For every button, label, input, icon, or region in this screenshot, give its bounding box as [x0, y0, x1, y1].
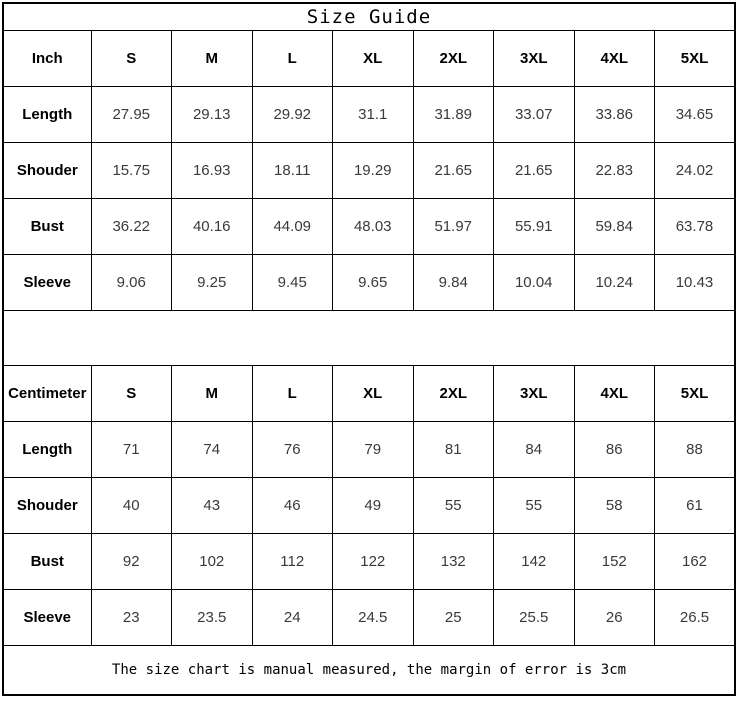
value-cell: 84	[494, 421, 575, 477]
value-cell: 19.29	[333, 142, 414, 198]
value-cell: 27.95	[91, 86, 172, 142]
spacer-cell	[3, 310, 735, 365]
inch-sleeve-row	[3, 254, 735, 310]
value-cell: 18.11	[252, 142, 333, 198]
value-cell: 61	[655, 477, 736, 533]
size-header-3xl: 3XL	[494, 30, 575, 86]
value-cell: 9.84	[413, 254, 494, 310]
page-title: Size Guide	[3, 3, 735, 30]
value-cell: 92	[91, 533, 172, 589]
cm-bust-row	[3, 533, 735, 589]
value-cell: 22.83	[574, 142, 655, 198]
value-cell: 142	[494, 533, 575, 589]
size-header-s: S	[91, 30, 172, 86]
value-cell: 9.45	[252, 254, 333, 310]
value-cell: 25.5	[494, 589, 575, 645]
row-label: Sleeve	[3, 589, 91, 645]
value-cell: 86	[574, 421, 655, 477]
size-header-2xl: 2XL	[413, 30, 494, 86]
value-cell: 49	[333, 477, 414, 533]
row-label: Shouder	[3, 142, 91, 198]
cm-header-row	[3, 365, 735, 421]
value-cell: 21.65	[494, 142, 575, 198]
value-cell: 23.5	[172, 589, 253, 645]
row-label: Shouder	[3, 477, 91, 533]
value-cell: 26.5	[655, 589, 736, 645]
size-header-m: M	[172, 365, 253, 421]
size-header-l: L	[252, 365, 333, 421]
size-header-l: L	[252, 30, 333, 86]
size-header-xl: XL	[333, 30, 414, 86]
value-cell: 132	[413, 533, 494, 589]
value-cell: 81	[413, 421, 494, 477]
value-cell: 55.91	[494, 198, 575, 254]
row-label: Length	[3, 421, 91, 477]
value-cell: 10.43	[655, 254, 736, 310]
value-cell: 29.92	[252, 86, 333, 142]
title-row	[3, 3, 735, 30]
value-cell: 16.93	[172, 142, 253, 198]
cm-sleeve-row	[3, 589, 735, 645]
value-cell: 15.75	[91, 142, 172, 198]
value-cell: 55	[413, 477, 494, 533]
size-header-2xl: 2XL	[413, 365, 494, 421]
value-cell: 46	[252, 477, 333, 533]
value-cell: 23	[91, 589, 172, 645]
value-cell: 21.65	[413, 142, 494, 198]
footer-row	[3, 645, 735, 695]
cm-unit-header: Centimeter	[3, 365, 91, 421]
size-header-4xl: 4XL	[574, 30, 655, 86]
value-cell: 24	[252, 589, 333, 645]
value-cell: 71	[91, 421, 172, 477]
value-cell: 34.65	[655, 86, 736, 142]
spacer-row	[3, 310, 735, 365]
row-label: Bust	[3, 533, 91, 589]
value-cell: 76	[252, 421, 333, 477]
value-cell: 33.86	[574, 86, 655, 142]
footer-note: The size chart is manual measured, the margin of error is 3cm	[3, 645, 735, 695]
value-cell: 36.22	[91, 198, 172, 254]
value-cell: 9.25	[172, 254, 253, 310]
size-guide-table	[2, 2, 736, 696]
size-header-xl: XL	[333, 365, 414, 421]
value-cell: 26	[574, 589, 655, 645]
value-cell: 24.02	[655, 142, 736, 198]
size-header-3xl: 3XL	[494, 365, 575, 421]
value-cell: 55	[494, 477, 575, 533]
cm-length-row	[3, 421, 735, 477]
size-header-5xl: 5XL	[655, 30, 736, 86]
value-cell: 43	[172, 477, 253, 533]
inch-length-row	[3, 86, 735, 142]
value-cell: 10.24	[574, 254, 655, 310]
value-cell: 9.65	[333, 254, 414, 310]
value-cell: 33.07	[494, 86, 575, 142]
value-cell: 122	[333, 533, 414, 589]
value-cell: 9.06	[91, 254, 172, 310]
inch-header-row	[3, 30, 735, 86]
size-header-s: S	[91, 365, 172, 421]
value-cell: 31.89	[413, 86, 494, 142]
value-cell: 44.09	[252, 198, 333, 254]
row-label: Bust	[3, 198, 91, 254]
value-cell: 25	[413, 589, 494, 645]
value-cell: 58	[574, 477, 655, 533]
value-cell: 74	[172, 421, 253, 477]
size-header-m: M	[172, 30, 253, 86]
value-cell: 102	[172, 533, 253, 589]
inch-shouder-row	[3, 142, 735, 198]
value-cell: 162	[655, 533, 736, 589]
value-cell: 10.04	[494, 254, 575, 310]
value-cell: 63.78	[655, 198, 736, 254]
row-label: Length	[3, 86, 91, 142]
value-cell: 31.1	[333, 86, 414, 142]
value-cell: 79	[333, 421, 414, 477]
value-cell: 88	[655, 421, 736, 477]
row-label: Sleeve	[3, 254, 91, 310]
size-header-4xl: 4XL	[574, 365, 655, 421]
inch-bust-row	[3, 198, 735, 254]
value-cell: 24.5	[333, 589, 414, 645]
value-cell: 40	[91, 477, 172, 533]
size-header-5xl: 5XL	[655, 365, 736, 421]
inch-unit-header: Inch	[3, 30, 91, 86]
value-cell: 48.03	[333, 198, 414, 254]
value-cell: 112	[252, 533, 333, 589]
value-cell: 59.84	[574, 198, 655, 254]
cm-shouder-row	[3, 477, 735, 533]
value-cell: 152	[574, 533, 655, 589]
value-cell: 51.97	[413, 198, 494, 254]
value-cell: 29.13	[172, 86, 253, 142]
value-cell: 40.16	[172, 198, 253, 254]
